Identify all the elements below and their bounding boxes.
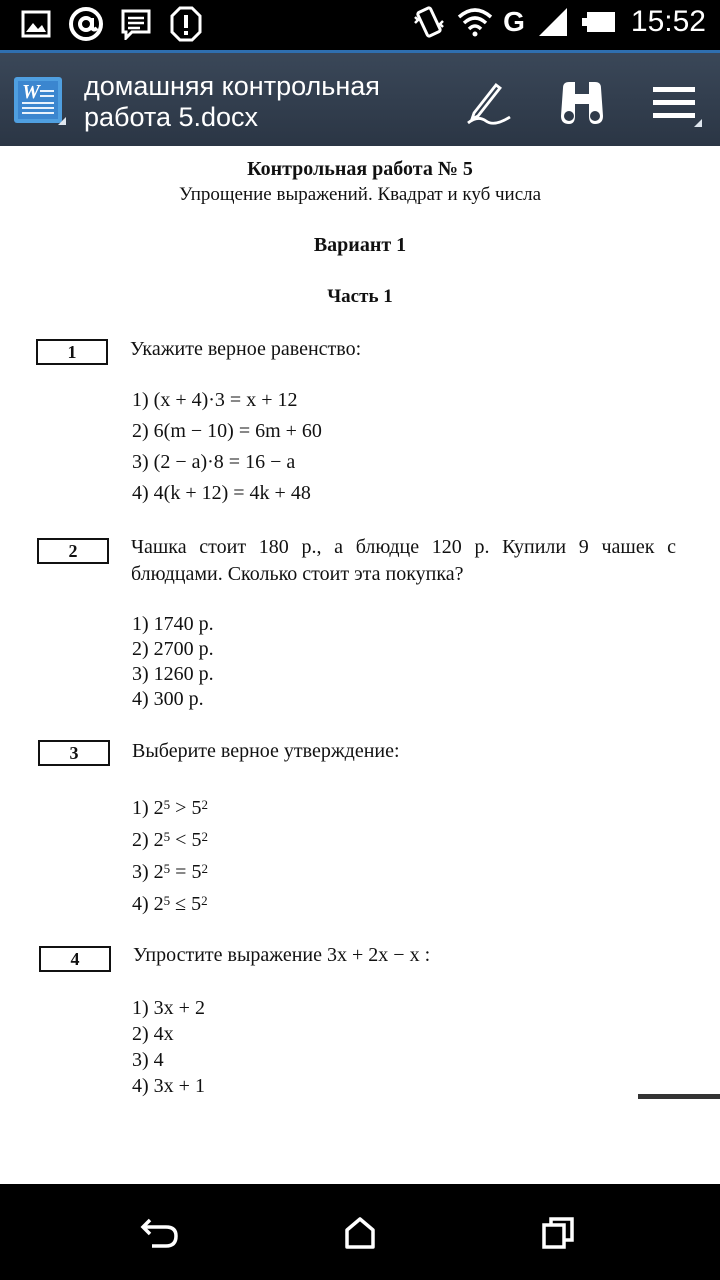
edit-icon[interactable] xyxy=(464,77,516,129)
doc-part: Часть 1 xyxy=(327,286,393,307)
status-bar xyxy=(0,0,720,50)
menu-icon[interactable] xyxy=(648,77,700,129)
task-text: Упростите выражение 3x + 2x − x : xyxy=(133,944,431,966)
vibrate-icon xyxy=(411,4,447,40)
answer-option: 4) 3x + 1 xyxy=(132,1075,205,1097)
navigation-bar xyxy=(0,1184,720,1280)
task-number-box: 1 xyxy=(36,339,108,365)
answer-option: 2) $2^5 < 5^2$ xyxy=(132,829,208,851)
back-icon[interactable] xyxy=(130,1210,190,1256)
answer-option: 1) (x + 4)·3 = x + 12 xyxy=(132,389,298,411)
svg-text:W: W xyxy=(22,81,40,103)
overflow-corner-icon xyxy=(58,117,66,125)
task-number-box: 4 xyxy=(39,946,111,972)
doc-variant: Вариант 1 xyxy=(313,234,407,256)
answer-option: 3) $2^5 = 5^2$ xyxy=(132,861,208,883)
document-icon xyxy=(118,6,154,42)
word-document-icon[interactable] xyxy=(14,77,62,123)
task-number-box: 3 xyxy=(38,740,110,766)
binoculars-icon[interactable] xyxy=(556,77,608,129)
clock: 15:52 xyxy=(630,5,706,38)
task-text: Укажите верное равенство: xyxy=(130,338,362,360)
document-title xyxy=(84,71,424,133)
picture-icon xyxy=(18,6,54,42)
app-bar xyxy=(0,50,720,146)
wifi-icon xyxy=(457,4,493,40)
answer-option: 1) $2^5 > 5^2$ xyxy=(132,797,208,819)
answer-option: 4) $2^5 \le 5^2$ xyxy=(132,893,208,915)
task-number-box: 2 xyxy=(37,538,109,564)
answer-option: 4) 300 р. xyxy=(132,688,204,710)
signal-icon xyxy=(535,4,571,40)
document-title-line-1: домашняя контрольная xyxy=(84,71,380,101)
battery-icon xyxy=(581,4,617,40)
answer-option: 2) 4x xyxy=(132,1023,174,1045)
answer-option: 4) 4(k + 12) = 4k + 48 xyxy=(132,482,311,504)
doc-subtitle: Упрощение выражений. Квадрат и куб числа xyxy=(178,184,542,205)
answer-option: 1) 1740 р. xyxy=(132,613,214,635)
document-title-line-2: работа 5.docx xyxy=(84,102,259,132)
page-edge-line xyxy=(638,1094,720,1099)
answer-option: 1) 3x + 2 xyxy=(132,997,205,1019)
at-sign-icon xyxy=(68,6,104,42)
answer-option: 3) (2 − a)·8 = 16 − a xyxy=(132,451,296,473)
task-text: Выберите верное утверждение: xyxy=(132,740,400,762)
answer-option: 3) 4 xyxy=(132,1049,164,1071)
menu-corner-icon xyxy=(694,119,702,127)
network-type-label: G xyxy=(503,6,525,37)
answer-option: 3) 1260 р. xyxy=(132,663,214,685)
alert-icon xyxy=(168,6,204,42)
document-page[interactable] xyxy=(0,146,720,1184)
recents-icon[interactable] xyxy=(528,1210,588,1256)
answer-option: 2) 2700 р. xyxy=(132,638,214,660)
doc-title: Контрольная работа № 5 xyxy=(247,158,473,180)
answer-option: 2) 6(m − 10) = 6m + 60 xyxy=(132,420,322,442)
home-icon[interactable] xyxy=(330,1210,390,1256)
task-text: Чашка стоит 180 р., а блюдце 120 р. Купили 9 чашек с блюдцами. Сколько стоит эта покупка? xyxy=(131,536,676,585)
